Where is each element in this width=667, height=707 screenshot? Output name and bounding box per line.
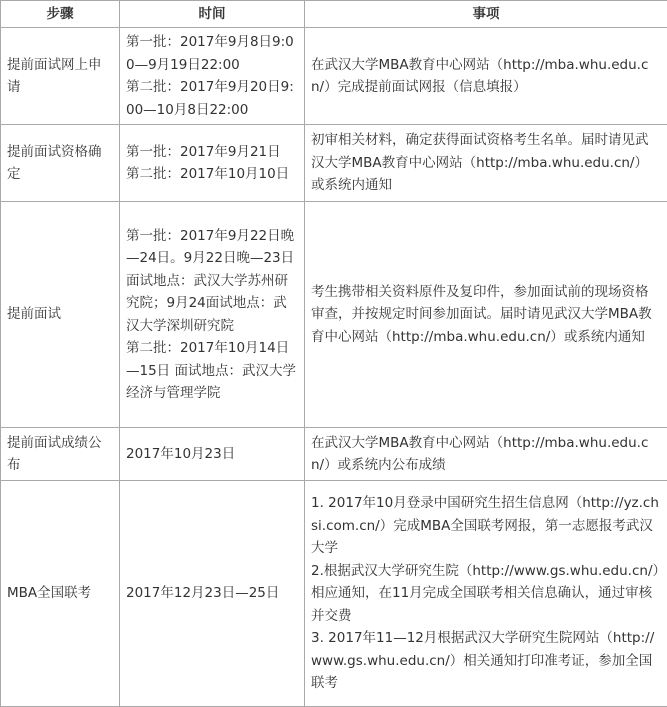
matter-line: 初审相关材料，确定获得面试资格考生名单。届时请见武汉大学MBA教育中心网站（http://mba.whu.edu.cn/）或系统内通知	[311, 132, 649, 194]
matter-line: 考生携带相关资料原件及复印件，参加面试前的现场资格审查，并按规定时间参加面试。届时请见武汉大学MBA教育中心网站（http://mba.whu.edu.cn/）或系统内通知	[311, 283, 652, 345]
step-cell: 提前面试	[1, 202, 120, 428]
header-time: 时间	[120, 1, 305, 28]
matter-line: 1. 2017年10月登录中国研究生招生信息网（http://yz.chsi.com.cn/）完成MBA全国联考网报，第一志愿报考武汉大学	[311, 495, 659, 557]
time-line: 2017年10月23日	[126, 445, 236, 462]
time-line: 第一批：2017年9月8日9:00—9月19日22:00	[126, 34, 294, 73]
matter-line: 在武汉大学MBA教育中心网站（http://mba.whu.edu.cn/）完成提前面试网报（信息填报）	[311, 56, 649, 95]
matter-cell	[305, 125, 667, 202]
step-cell: 提前面试网上申请	[1, 28, 120, 125]
time-cell	[120, 202, 305, 428]
time-cell	[120, 481, 305, 707]
header-row	[1, 1, 667, 28]
time-line: 第二批：2017年10月14日—15日 面试地点：武汉大学经济与管理学院	[126, 340, 296, 401]
step-cell: 提前面试成绩公布	[1, 428, 120, 481]
matter-line: 在武汉大学MBA教育中心网站（http://mba.whu.edu.cn/）或系统内公布成绩	[311, 434, 649, 473]
time-line: 第二批：2017年10月10日	[126, 166, 290, 182]
table-row	[1, 481, 667, 707]
table-row	[1, 202, 667, 428]
table-row	[1, 428, 667, 481]
time-cell	[120, 428, 305, 481]
matter-cell	[305, 428, 667, 481]
matter-cell	[305, 481, 667, 707]
time-cell	[120, 125, 305, 202]
step-cell: MBA全国联考	[1, 481, 120, 707]
matter-cell	[305, 202, 667, 428]
time-line: 第一批：2017年9月22日晚—24日。9月22日晚—23日面试地点：武汉大学苏州研究院；9月24面试地点：武汉大学深圳研究院	[126, 227, 295, 334]
table-row	[1, 28, 667, 125]
header-matter: 事项	[305, 1, 667, 28]
matter-line: 2.根据武汉大学研究生院（http://www.gs.whu.edu.cn/）相应通知，在11月完成全国联考相关信息确认，通过审核并交费	[311, 562, 660, 624]
matter-line: 3. 2017年11—12月根据武汉大学研究生院网站（http://www.gs.whu.edu.cn/）相关通知打印准考证，参加全国联考	[311, 630, 655, 692]
step-cell: 提前面试资格确定	[1, 125, 120, 202]
matter-cell	[305, 28, 667, 125]
time-line: 2017年12月23日—25日	[126, 585, 280, 602]
time-line: 第二批：2017年9月20日9:00—10月8日22:00	[126, 79, 294, 118]
table-row	[1, 125, 667, 202]
time-cell	[120, 28, 305, 125]
time-line: 第一批：2017年9月21日	[126, 143, 281, 160]
header-step: 步骤	[1, 1, 120, 28]
